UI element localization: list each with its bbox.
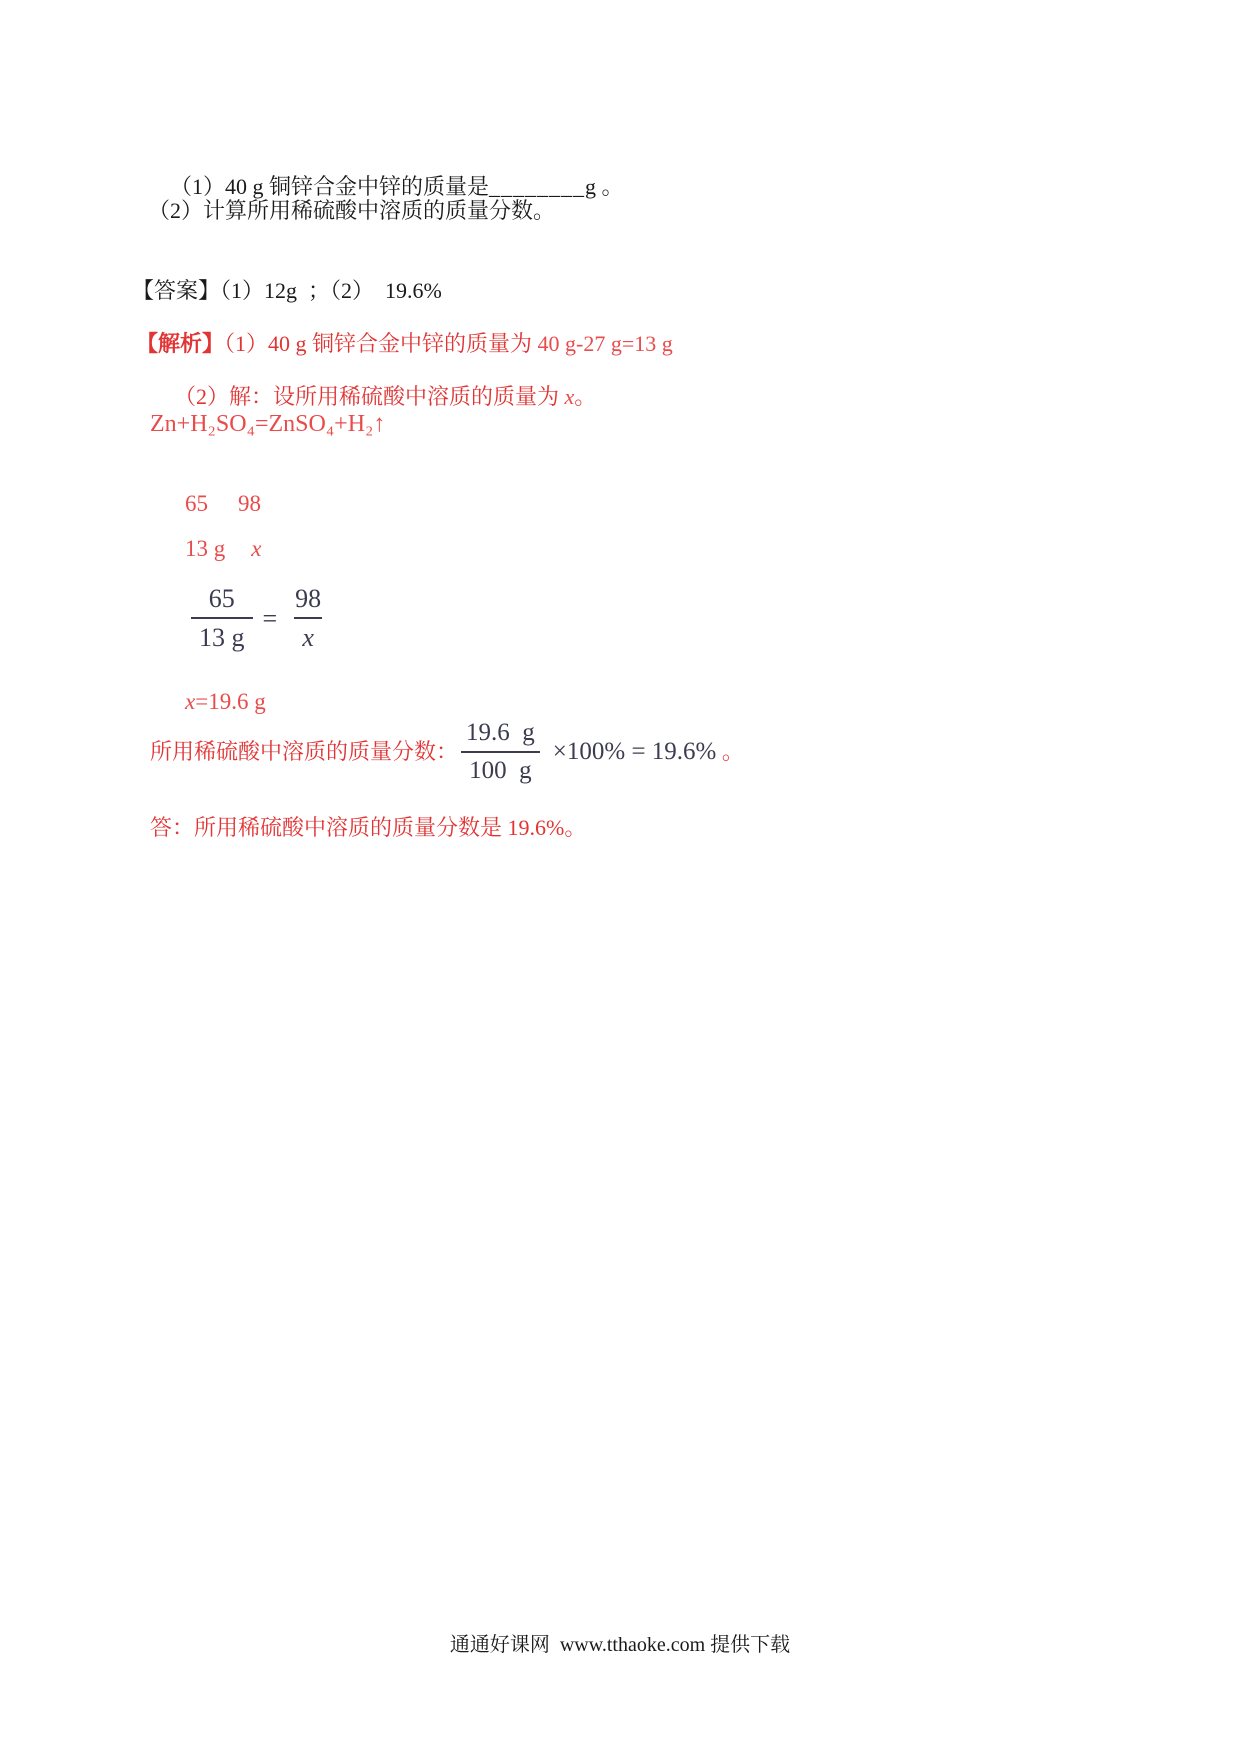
analysis-step1-calc: 40 g-27 g=13 g (537, 331, 673, 357)
answer-content: （1）12g ；（2） 19.6% (220, 278, 442, 304)
proportion-left-fraction (191, 583, 253, 653)
proportion-left-numerator: 65 (208, 584, 235, 614)
given-mass-zn: 13 g (185, 535, 226, 561)
chemical-equation: Zn+H₂SO₄=ZnSO₄+H₂↑ (150, 411, 386, 437)
mass-fraction-numerator: 19.6 g (466, 719, 535, 746)
proportion-left-denominator: 13 g (191, 617, 253, 653)
x-result-value: =19.6 g (195, 688, 266, 714)
analysis-label: 【解析】 (136, 331, 225, 357)
mass-fraction-denominator: 100 g (461, 751, 540, 786)
answer-label: 【答案】 (132, 278, 221, 304)
molar-mass-acid: 98 (238, 490, 261, 516)
x-result-variable: x (185, 688, 196, 714)
analysis-step1-text: （1）40 g 铜锌合金中锌的质量为 (224, 331, 538, 357)
proportion-right-denominator: x (294, 617, 322, 653)
proportion-right-numerator: 98 (295, 584, 322, 614)
mass-fraction-line (150, 718, 744, 786)
question-line-1-text: （1）40 g 铜锌合金中锌的质量是 (170, 174, 490, 200)
analysis-step2-variable: x (564, 384, 575, 410)
molar-mass-zn: 65 (185, 490, 208, 516)
blank-underline: ________ (489, 174, 586, 200)
final-answer-line: 答：所用稀硫酸中溶质的质量分数是 19.6%。 (150, 815, 587, 840)
given-mass-variable: x (251, 535, 262, 561)
question-line-2: （2）计算所用稀硫酸中溶质的质量分数。 (148, 198, 556, 223)
analysis-step2-end: 。 (574, 384, 597, 410)
mass-fraction-equation (458, 718, 716, 786)
mass-fraction-fraction (458, 718, 543, 786)
page-footer: 通通好课网 www.tthaoke.com 提供下载 (449, 1634, 791, 1656)
question-line-1-suffix: g 。 (585, 174, 624, 200)
proportion-equals-sign: = (262, 603, 278, 633)
mass-fraction-label: 所用稀硫酸中溶质的质量分数： (150, 738, 459, 764)
mass-fraction-result: ×100% = 19.6% (552, 738, 717, 765)
proportion-right-fraction (287, 583, 329, 653)
analysis-step2-text: （2）解：设所用稀硫酸中溶质的质量为 (174, 384, 565, 410)
mass-fraction-period: 。 (716, 738, 744, 764)
